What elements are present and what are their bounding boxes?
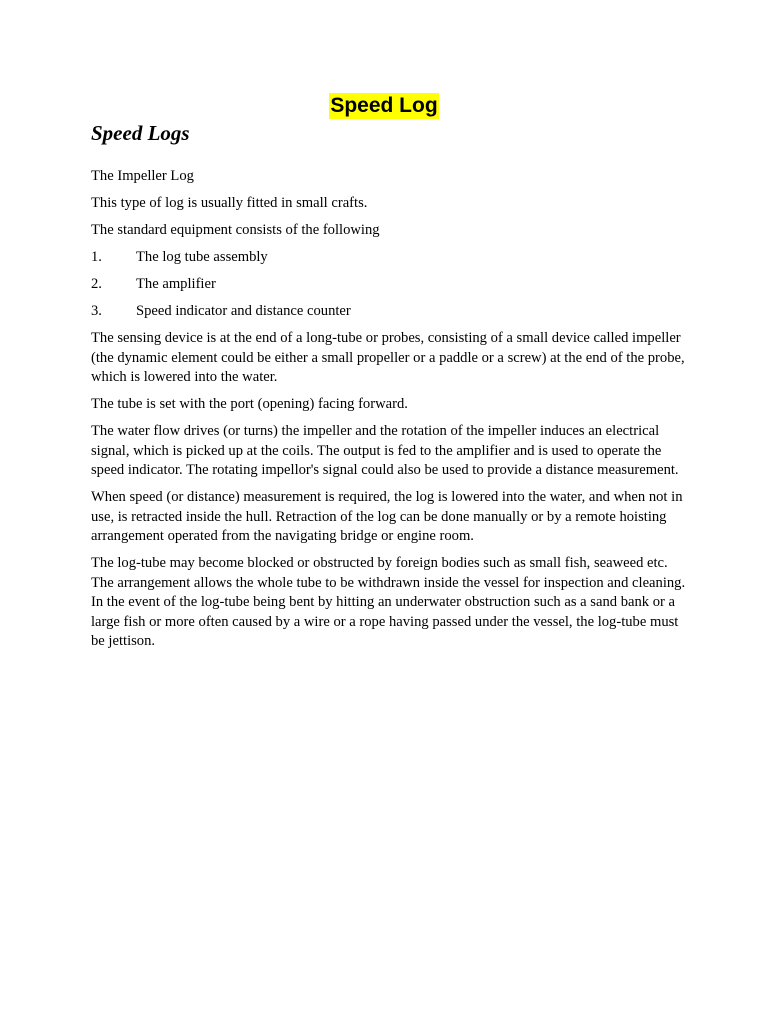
section-title: The Impeller Log bbox=[91, 168, 194, 184]
title-wrapper bbox=[0, 93, 768, 119]
list-item-text: The amplifier bbox=[136, 276, 216, 292]
intro-paragraph: The standard equipment consists of the following bbox=[91, 222, 380, 238]
intro-paragraph: This type of log is usually fitted in small crafts. bbox=[91, 195, 368, 211]
list-item bbox=[91, 248, 691, 268]
list-item-number: 1. bbox=[91, 249, 102, 265]
body-paragraph: The log-tube may become blocked or obstructed by foreign bodies such as small fish, seaweed etc. The arrangement allows the whole tube to be withdrawn inside the vessel for inspection and cleaning. In the event of the log-tube being bent by hitting an underwater obstruction such as a sand bank or a large fish or more often caused by a wire or a rope having passed under the vessel, the log-tube must be jettison. bbox=[91, 555, 686, 649]
page-title: Speed Log bbox=[330, 94, 438, 117]
body-paragraph: When speed (or distance) measurement is required, the log is lowered into the water, and when not in use, is retracted inside the hull. Retraction of the log can be done manually or by a remote hoisting arrangement operated from the navigating bridge or engine room. bbox=[91, 489, 683, 544]
list-item bbox=[91, 275, 691, 295]
list-item-number: 3. bbox=[91, 303, 102, 319]
body-paragraph: The tube is set with the port (opening) facing forward. bbox=[91, 396, 408, 412]
body-paragraph: The sensing device is at the end of a long-tube or probes, consisting of a small device called impeller (the dynamic element could be either a small propeller or a paddle or a screw) at the end of the probe, which is lowered into the water. bbox=[91, 330, 685, 385]
list-item-number: 2. bbox=[91, 276, 102, 292]
list-item bbox=[91, 302, 691, 322]
body-paragraph: The water flow drives (or turns) the impeller and the rotation of the impeller induces an electrical signal, which is picked up at the coils. The output is fed to the amplifier and is used to operate the speed indicator. The rotating impellor's signal could also be used to provide a distance measurement. bbox=[91, 423, 679, 478]
document-body bbox=[91, 120, 691, 659]
list-item-text: The log tube assembly bbox=[136, 249, 268, 265]
list-item-text: Speed indicator and distance counter bbox=[136, 303, 351, 319]
document-subtitle: Speed Logs bbox=[91, 121, 190, 145]
